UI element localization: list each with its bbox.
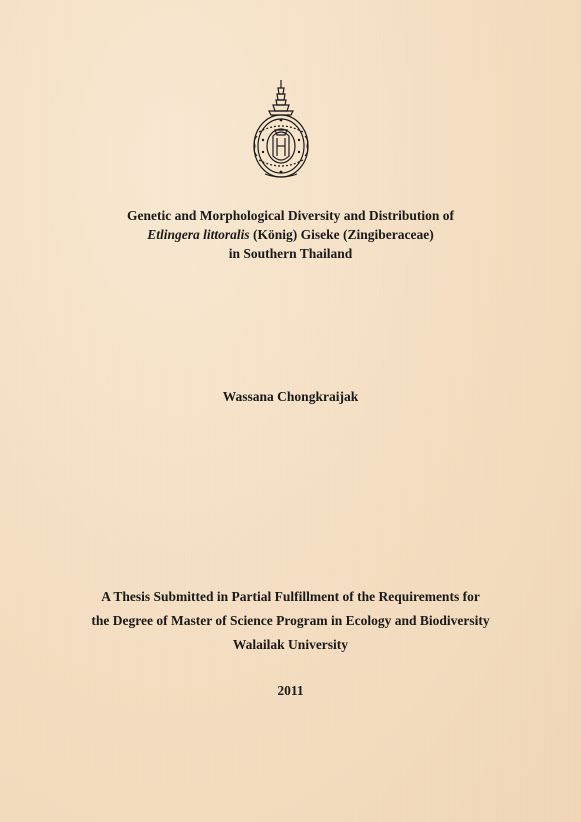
- author-name: Wassana Chongkraijak: [222, 389, 359, 404]
- title-line-3: in Southern Thailand: [228, 246, 353, 261]
- submission-statement: [20, 585, 561, 657]
- title-line-2-rest: (König) Giseke (Zingiberaceae): [249, 227, 434, 242]
- title-line-1: Genetic and Morphological Diversity and Distribution of: [127, 208, 454, 223]
- species-name: Etlingera littoralis: [147, 227, 250, 242]
- submission-line-1: A Thesis Submitted in Partial Fulfillment of the Requirements for: [101, 589, 480, 604]
- university-name: Walailak University: [232, 637, 349, 652]
- title-line-2: [40, 225, 541, 244]
- university-seal-icon: [251, 80, 311, 182]
- publication-year: 2011: [277, 683, 304, 698]
- submission-line-2: the Degree of Master of Science Program in Ecology and Biodiversity: [91, 613, 490, 628]
- thesis-title: [40, 206, 541, 263]
